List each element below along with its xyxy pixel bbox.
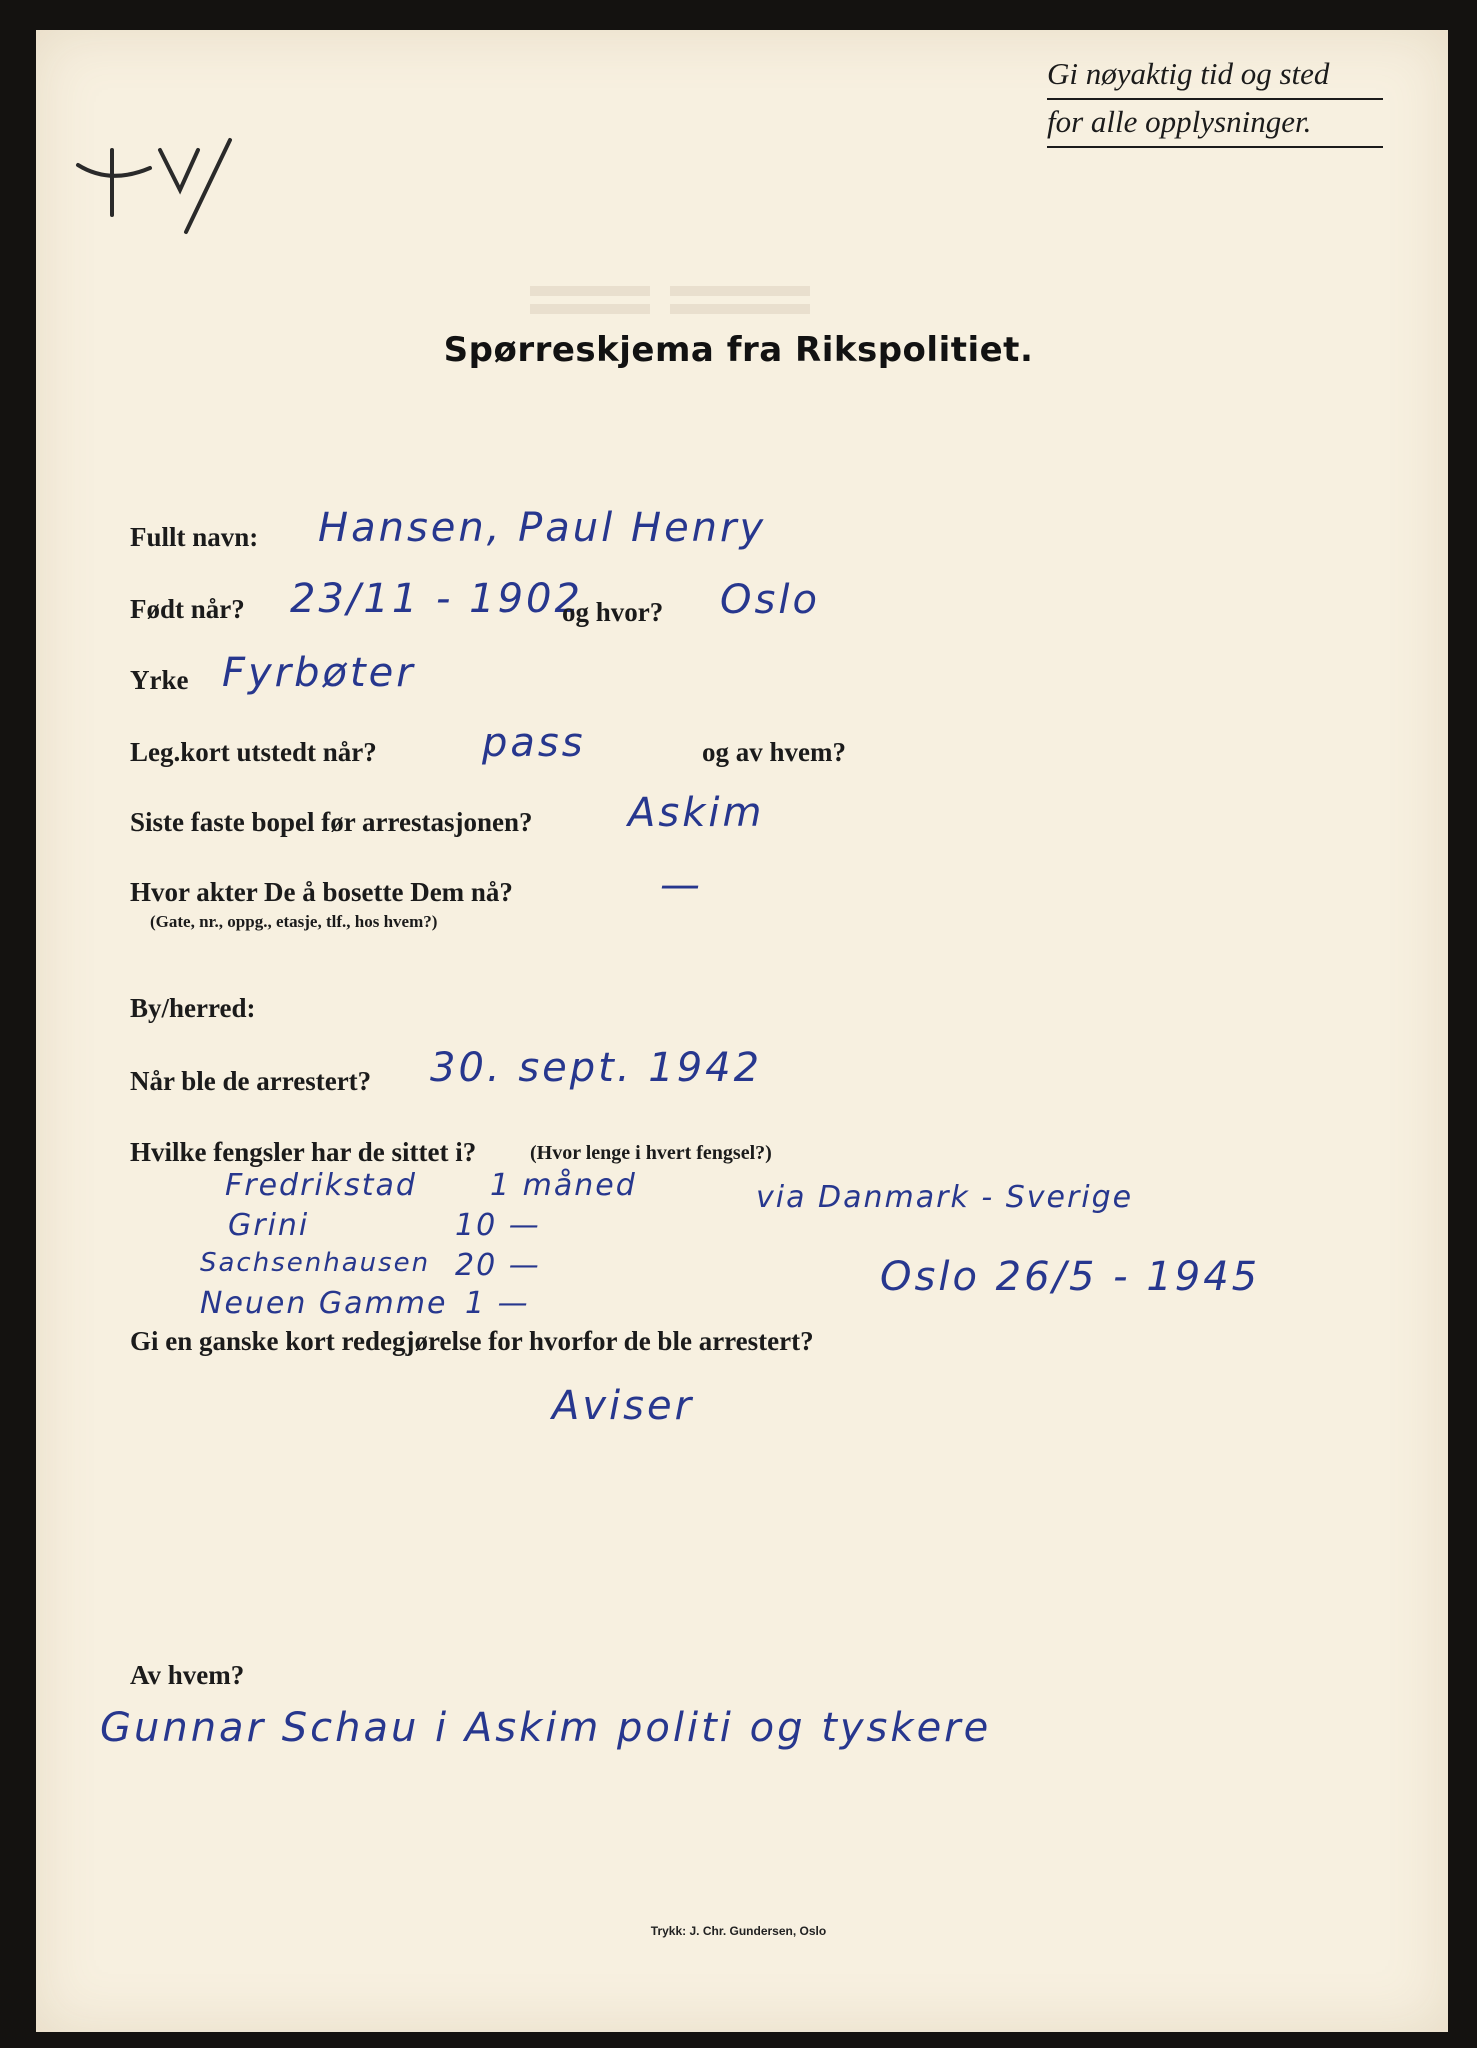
label-born-where: og hvor? <box>562 597 664 627</box>
instruction-line-1: Gi nøyaktig tid og sted <box>1047 52 1383 100</box>
printer-imprint: Trykk: J. Chr. Gundersen, Oslo <box>650 1924 827 1938</box>
instruction-line-2: for alle opplysninger. <box>1047 100 1383 148</box>
value-last-residence: Askim <box>628 790 765 836</box>
label-city: By/herred: <box>130 993 256 1023</box>
hint-prisons: (Hvor lenge i hvert fengsel?) <box>530 1142 772 1164</box>
prison-duration-4: 1 — <box>465 1286 530 1321</box>
prison-place-2: Grini <box>228 1208 310 1243</box>
value-full-name: Hansen, Paul Henry <box>318 505 767 551</box>
prison-place-1: Fredrikstad <box>225 1168 417 1203</box>
value-occupation: Fyrbøter <box>222 650 416 696</box>
value-born-where: Oslo <box>720 577 820 623</box>
label-born-when: Født når? <box>130 594 245 624</box>
label-reason: Gi en ganske kort redegjørelse for hvorfor de ble arrestert? <box>130 1326 814 1356</box>
label-full-name: Fullt navn: <box>130 522 259 552</box>
return-note: Oslo 26/5 - 1945 <box>880 1254 1261 1300</box>
prison-place-4: Neuen Gamme <box>200 1286 448 1321</box>
value-id-card: pass <box>482 720 586 766</box>
prison-duration-1: 1 måned <box>490 1168 637 1203</box>
value-born-when: 23/11 - 1902 <box>290 576 583 622</box>
label-prisons: Hvilke fengsler har de sittet i? <box>130 1137 477 1167</box>
form-title: Spørreskjema fra Rikspolitiet. <box>443 330 1034 370</box>
prison-duration-2: 10 — <box>455 1208 541 1243</box>
prison-duration-3: 20 — <box>455 1248 541 1283</box>
hint-settle: (Gate, nr., oppg., etasje, tlf., hos hvem?) <box>150 912 438 931</box>
label-issued-by: og av hvem? <box>702 737 846 767</box>
corner-instruction <box>1047 52 1383 148</box>
value-settle: — <box>660 862 703 908</box>
label-arrested-by: Av hvem? <box>130 1660 245 1690</box>
label-settle: Hvor akter De å bosette Dem nå? <box>130 877 513 907</box>
label-id-card: Leg.kort utstedt når? <box>130 737 377 767</box>
label-arrest-date: Når ble de arrestert? <box>130 1066 372 1096</box>
label-occupation: Yrke <box>130 665 189 695</box>
prison-place-3: Sachsenhausen <box>200 1248 431 1278</box>
value-arrest-date: 30. sept. 1942 <box>430 1045 763 1091</box>
value-reason: Aviser <box>552 1383 695 1429</box>
label-last-residence: Siste faste bopel før arrestasjonen? <box>130 807 533 837</box>
value-arrested-by: Gunnar Schau i Askim politi og tyskere <box>100 1705 992 1751</box>
route-note: via Danmark - Sverige <box>756 1180 1134 1215</box>
faded-stamp <box>520 280 840 320</box>
